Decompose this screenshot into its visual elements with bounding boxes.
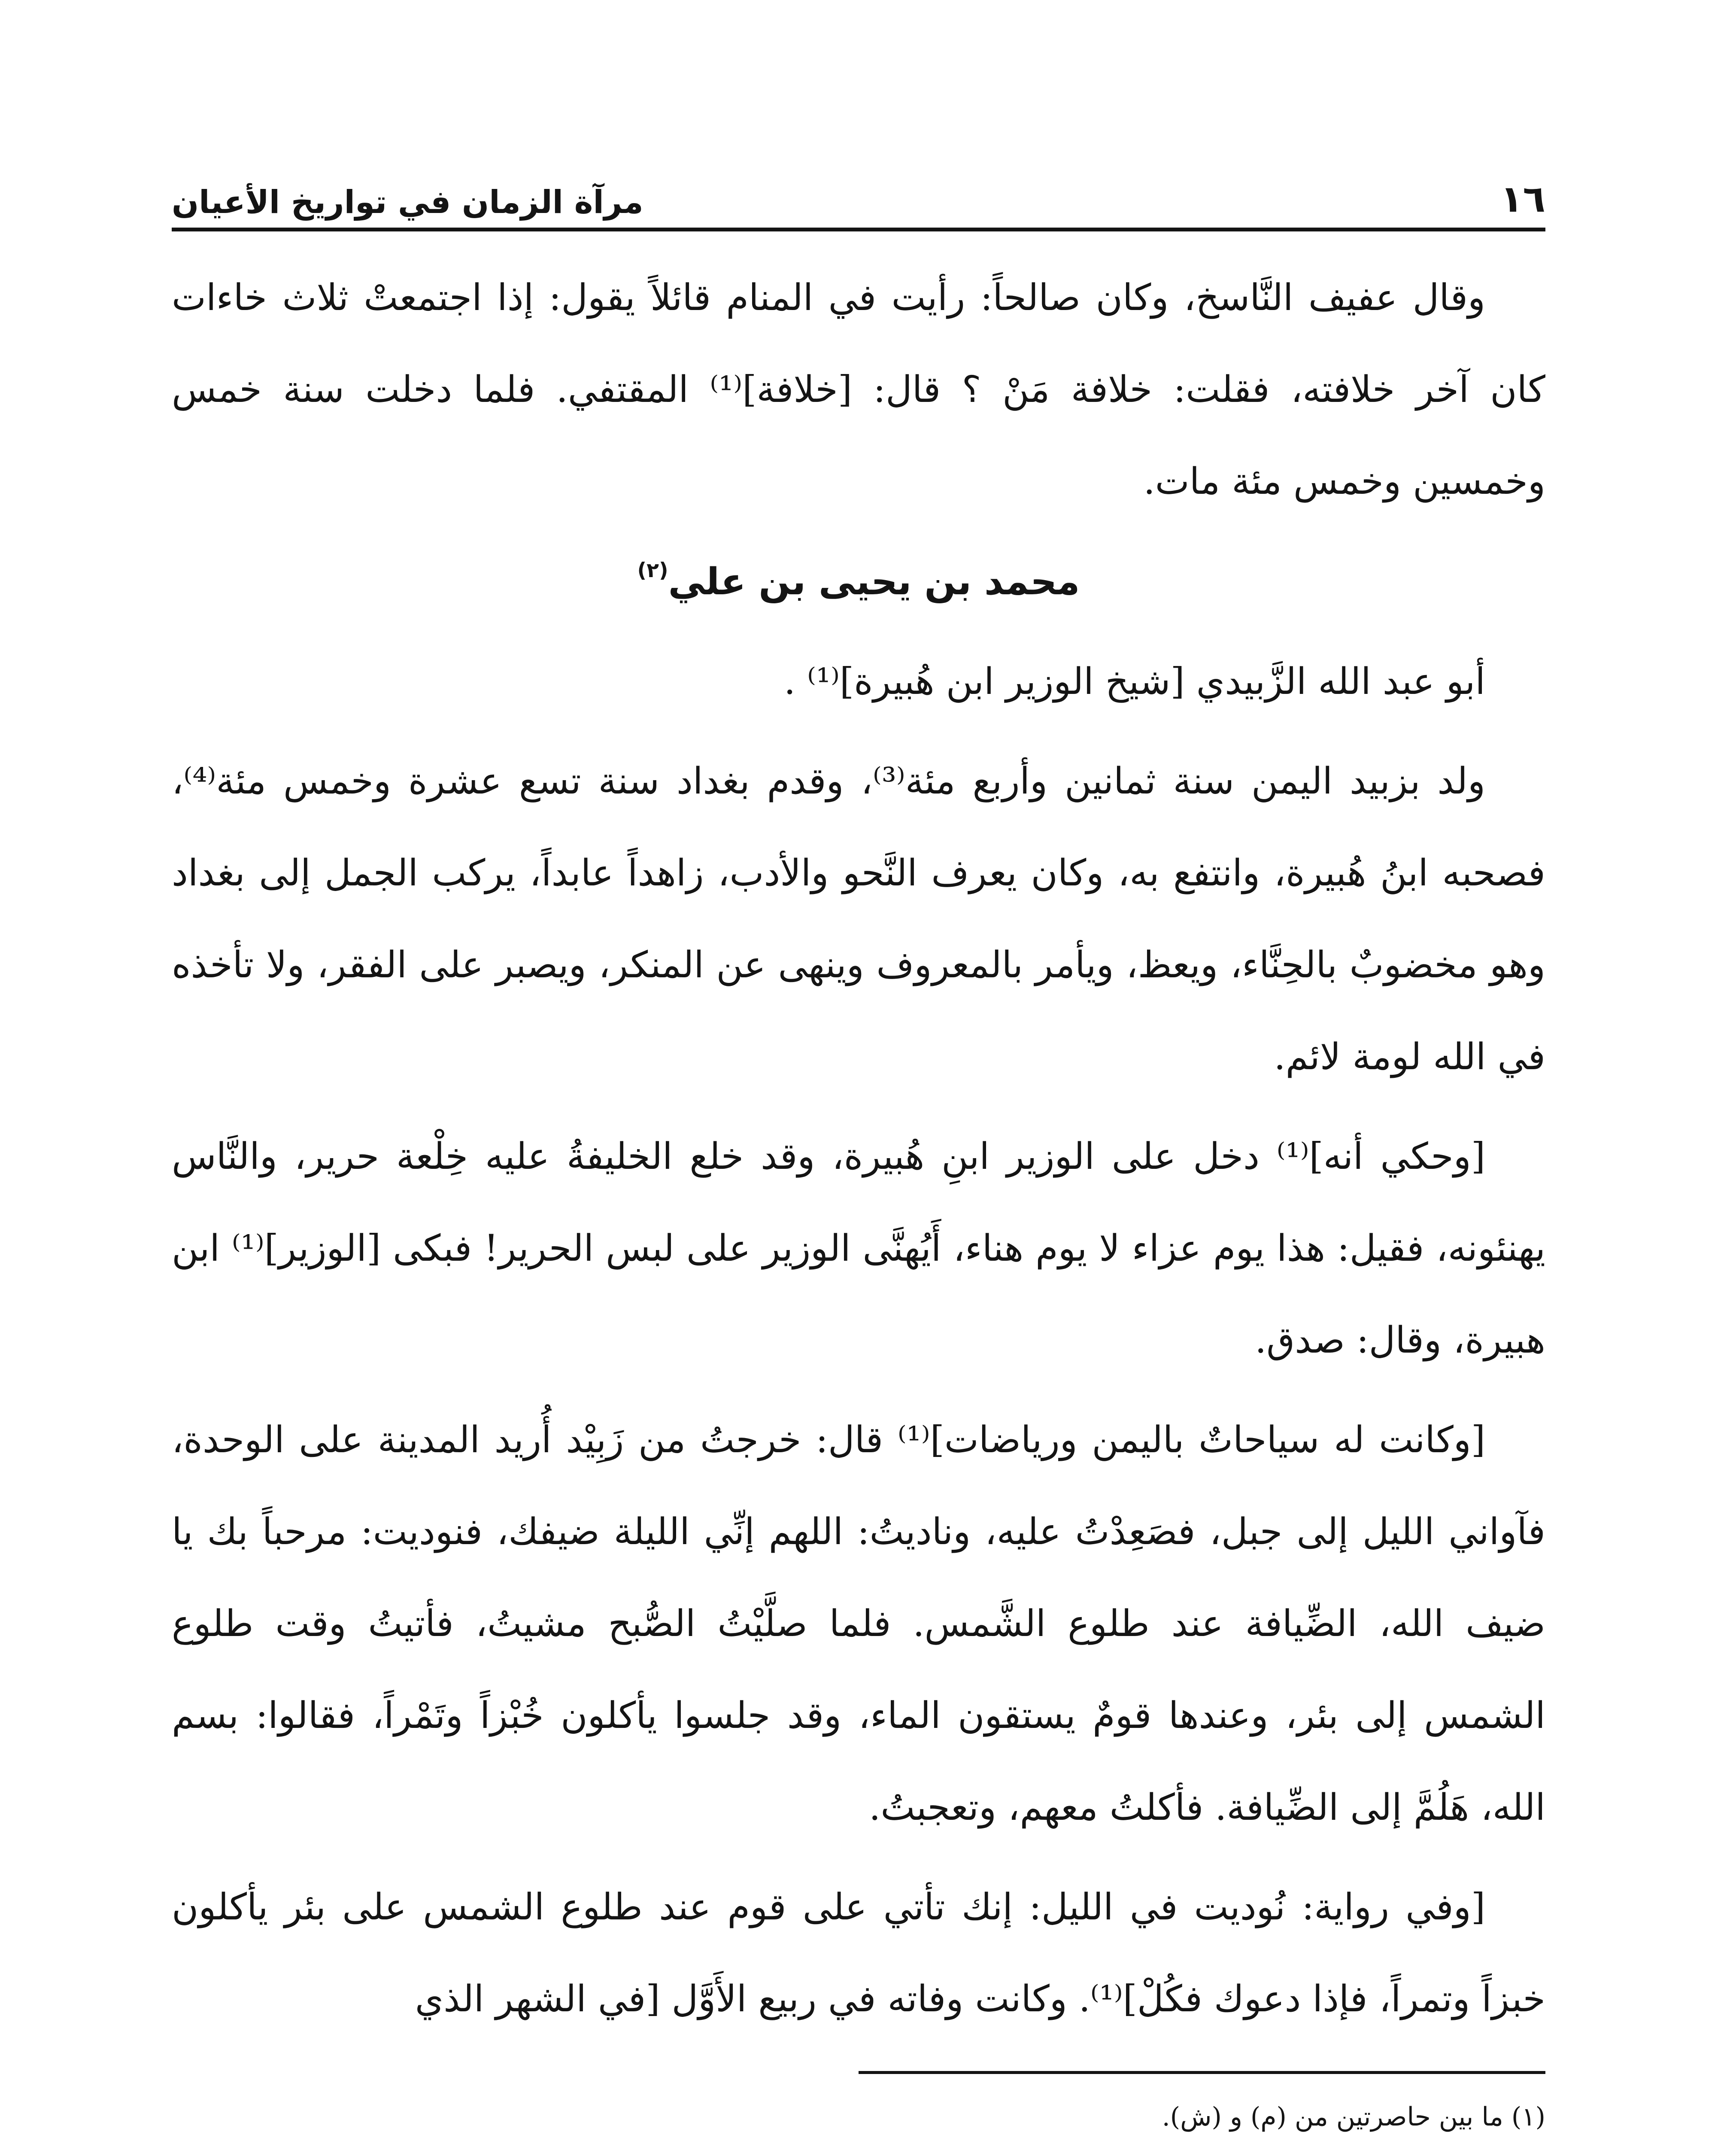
book-page (172, 146, 1545, 2147)
main-text (172, 252, 1545, 2045)
footnotes (172, 2089, 1545, 2147)
running-title: مرآة الزمان في تواريخ الأعيان (172, 184, 643, 221)
paragraph-narration: [وفي رواية: نُوديت في الليل: إنك تأتي على قوم عند طلوع الشمس على بئر يأكلون خبزاً وتمراً، فإذا دعوك فكُلْ]⁽¹⁾. وكانت وفاته في ربيع الأَوَّل [في الشهر الذي (172, 1886, 1545, 2020)
paragraph-silk-robe: [وحكي أنه]⁽¹⁾ دخل على الوزير ابنِ هُبيرة، وقد خلع الخليفةُ عليه خِلْعة حرير، والنَّاس يهنئونه، فقيل: هذا يوم عزاء لا يوم هناء، أَيُهنَّى الوزير على لبس الحرير! فبكى [الوزير]⁽¹⁾ ابن هبيرة، وقال: صدق. (172, 1135, 1546, 1362)
heading-footnote-marker: (٢) (637, 558, 668, 582)
footnote-divider (859, 2071, 1545, 2074)
paragraph-birth: ولد بزبيد اليمن سنة ثمانين وأربع مئة⁽³⁾، وقدم بغداد سنة تسع عشرة وخمس مئة⁽⁴⁾، فصحبه ابنُ هُبيرة، وانتفع به، وكان يعرف النَّحو والأدب، زاهداً عابداً، يركب الجمل إلى بغداد وهو مخضوبٌ بالحِنَّاء، ويعظ، ويأمر بالمعروف وينهى عن المنكر، ويصبر على الفقر، ولا تأخذه في الله لومة لائم. (172, 760, 1545, 1078)
paragraph-journeys: [وكانت له سياحاتٌ باليمن ورياضات]⁽¹⁾ قال: خرجتُ من زَبِيْد أُريد المدينة على الوحدة، فآواني الليل إلى جبل، فصَعِدْتُ عليه، وناديتُ: اللهم إنِّي الليلة ضيفك، فنوديت: مرحباً بك يا ضيف الله، الضِّيافة عند طلوع الشَّمس. فلما صلَّيْتُ الصُّبح مشيتُ، فأتيتُ وقت طلوع الشمس إلى بئر، وعندها قومٌ يستقون الماء، وقد جلسوا يأكلون خُبْزاً وتَمْراً، فقالوا: بسم الله، هَلُمَّ إلى الضِّيافة. فأكلتُ معهم، وتعجبتُ. (172, 1419, 1546, 1829)
biography-heading (172, 530, 1545, 633)
footnote-2-line-1 (172, 2145, 1545, 2147)
page-header (172, 146, 1545, 231)
page-number: ١٦ (1500, 178, 1545, 221)
footnote-1: (١) ما بين حاصرتين من (م) و (ش). (1162, 2102, 1545, 2132)
heading-text: محمد بن يحيى بن علي (668, 560, 1080, 603)
paragraph-kunya: أبو عبد الله الزَّبيدي [شيخ الوزير ابن هُبيرة]⁽¹⁾ . (784, 660, 1485, 703)
paragraph-dream-account: وقال عفيف النَّاسخ، وكان صالحاً: رأيت في المنام قائلاً يقول: إذا اجتمعتْ ثلاث خاءات كان آخر خلافته، فقلت: خلافة مَنْ ؟ قال: [خلافة]⁽¹⁾ المقتفي. فلما دخلت سنة خمس وخمسين وخمس مئة مات. (172, 277, 1545, 503)
